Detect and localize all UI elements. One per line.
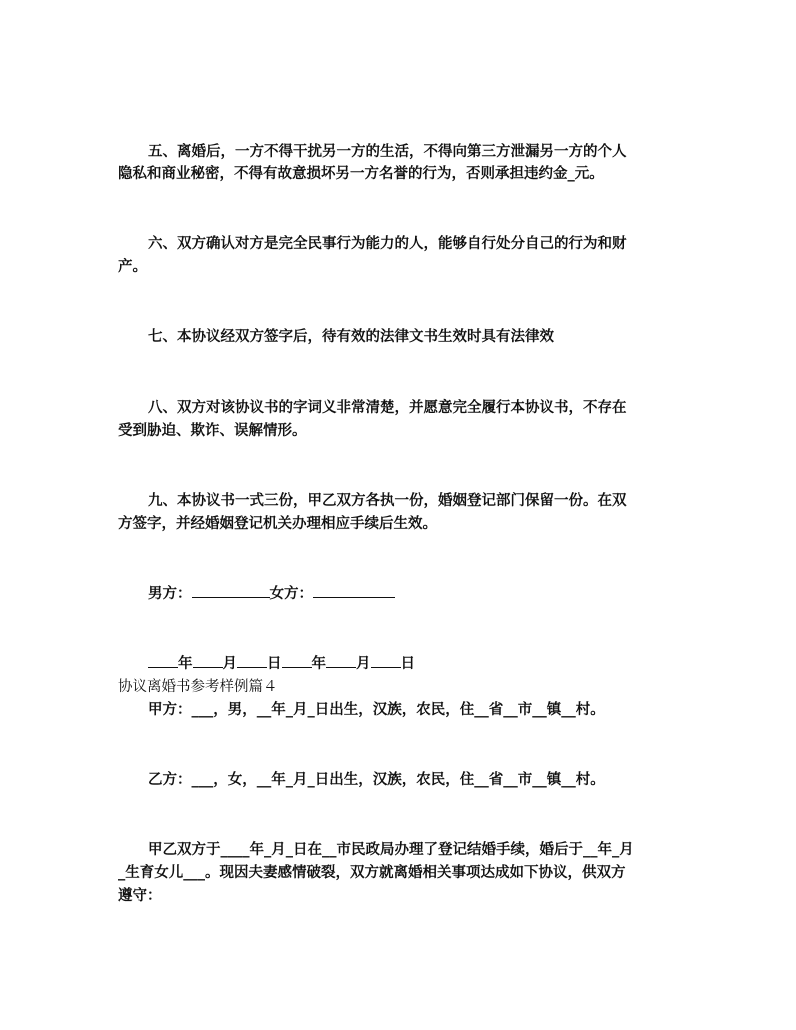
- clause-6-line-1: 六、双方确认对方是完全民事行为能力的人，能够自行处分自己的行为和财: [148, 235, 627, 252]
- intro-line-2: _生育女儿___。现因夫妻感情破裂，双方就离婚相关事项达成如下协议，供双方: [118, 864, 626, 881]
- female-signature-blank: [313, 583, 395, 598]
- clause-7-line-1: 七、本协议经双方签字后，待有效的法律文书生效时具有法律效: [148, 328, 554, 345]
- female-signature-label: 女方：: [269, 585, 313, 602]
- clause-9-line-2: 方签字，并经婚姻登记机关办理相应手续后生效。: [118, 515, 437, 532]
- signature-line: [148, 583, 395, 605]
- date-blank: [237, 653, 267, 668]
- date-blank: [193, 653, 223, 668]
- day-label: 日: [400, 655, 415, 672]
- clause-9-line-1: 九、本协议书一式三份，甲乙双方各执一份，婚姻登记部门保留一份。在双: [148, 492, 627, 509]
- section-title: 协议离婚书参考样例篇４: [118, 679, 278, 695]
- clause-5-line-1: 五、离婚后，一方不得干扰另一方的生活，不得向第三方泄漏另一方的个人: [148, 143, 627, 160]
- year-label: 年: [311, 655, 326, 672]
- month-label: 月: [356, 655, 371, 672]
- clause-8-line-1: 八、双方对该协议书的字词义非常清楚，并愿意完全履行本协议书，不存在: [148, 399, 627, 416]
- date-line: [148, 653, 415, 675]
- clause-6-line-2: 产。: [118, 258, 147, 275]
- date-blank: [282, 653, 312, 668]
- clause-5-line-2: 隐私和商业秘密，不得有故意损坏另一方名誉的行为，否则承担违约金_元。: [118, 165, 604, 182]
- party-a-line: 甲方：___，男，__年_月_日出生，汉族，农民，住__省__市__镇__村。: [148, 701, 605, 718]
- party-b-line: 乙方：___，女，__年_月_日出生，汉族，农民，住__省__市__镇__村。: [148, 771, 605, 788]
- intro-line-1: 甲乙双方于____年_月_日在__市民政局办理了登记结婚手续，婚后于__年_月: [148, 841, 634, 858]
- month-label: 月: [222, 655, 237, 672]
- year-label: 年: [178, 655, 193, 672]
- date-blank: [371, 653, 401, 668]
- clause-8-line-2: 受到胁迫、欺诈、误解情形。: [118, 422, 307, 439]
- day-label: 日: [267, 655, 282, 672]
- male-signature-label: 男方：: [148, 585, 192, 602]
- date-blank: [148, 653, 178, 668]
- date-blank: [326, 653, 356, 668]
- male-signature-blank: [192, 583, 270, 598]
- intro-line-3: 遵守：: [118, 887, 162, 904]
